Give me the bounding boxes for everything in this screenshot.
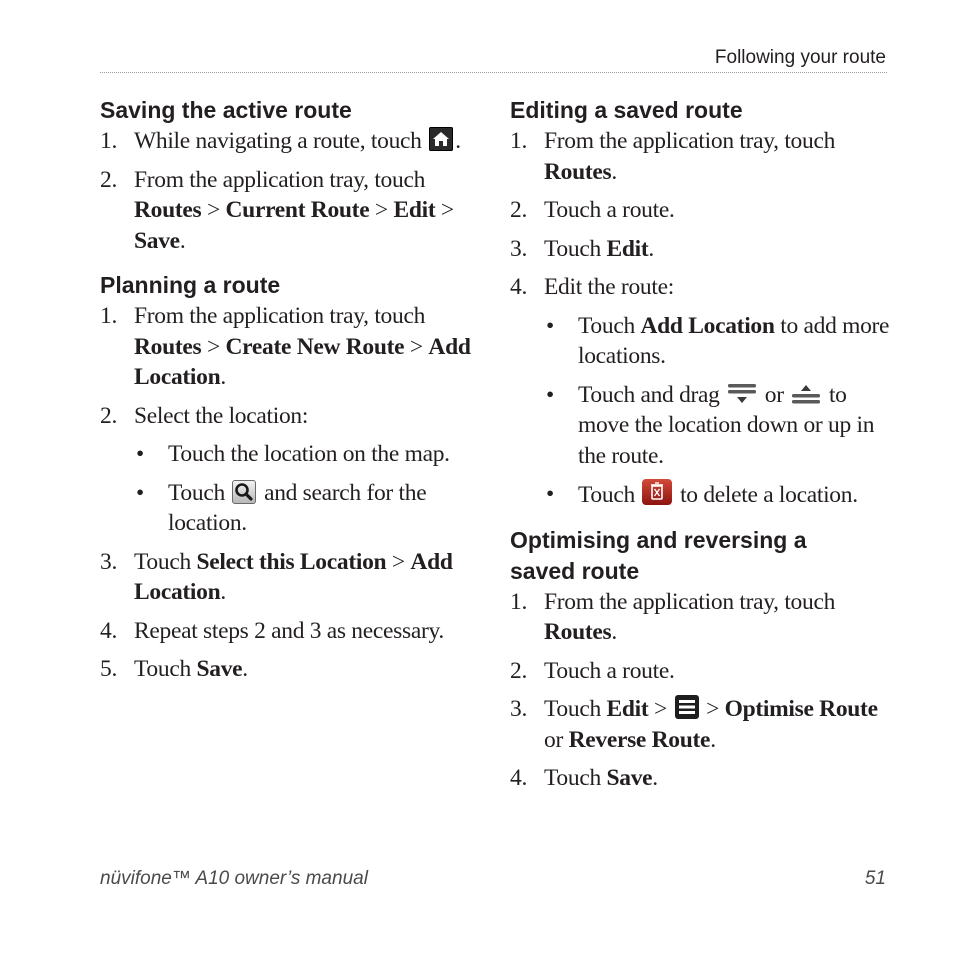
bullet-text: to delete a location. bbox=[680, 482, 858, 508]
page-number: 51 bbox=[864, 868, 886, 889]
step-number: 3. bbox=[100, 548, 118, 575]
step-item bbox=[100, 165, 480, 257]
ui-term: Optimise Route bbox=[724, 696, 878, 722]
separator: > bbox=[369, 197, 394, 223]
ui-term: Add Location bbox=[640, 312, 775, 339]
ui-term: Edit bbox=[606, 696, 649, 722]
punct: . bbox=[710, 726, 716, 753]
step-item bbox=[510, 656, 890, 687]
ui-term: Reverse Route bbox=[568, 726, 711, 753]
step-item bbox=[100, 547, 480, 608]
step-text: From the application tray, touch bbox=[134, 303, 426, 329]
ui-term: Select this Location bbox=[196, 548, 387, 575]
section-title-saving: Saving the active route bbox=[100, 97, 352, 123]
section-title-planning: Planning a route bbox=[100, 272, 281, 298]
step-text: Select the location: bbox=[134, 402, 309, 429]
step-number: 4. bbox=[510, 274, 528, 300]
conjunction: or bbox=[544, 726, 569, 753]
separator: > bbox=[700, 696, 725, 722]
step-item bbox=[510, 272, 890, 511]
step-item bbox=[510, 195, 890, 226]
ui-term: Add Location bbox=[134, 548, 453, 605]
step-number: 3. bbox=[510, 696, 528, 722]
step-number: 4. bbox=[100, 617, 118, 644]
step-text: Touch bbox=[544, 235, 601, 262]
step-number: 1. bbox=[510, 588, 528, 615]
step-number: 2. bbox=[510, 657, 528, 684]
ui-term: Save bbox=[606, 765, 653, 791]
step-text: From the application tray, touch bbox=[544, 128, 836, 154]
header-divider bbox=[100, 72, 887, 73]
punct: . bbox=[648, 235, 654, 262]
step-number: 2. bbox=[100, 166, 118, 193]
step-item bbox=[510, 234, 890, 265]
ui-term: Routes bbox=[544, 619, 612, 645]
ui-term: Edit bbox=[606, 235, 649, 262]
step-text: Touch bbox=[134, 548, 191, 575]
running-header: Following your route bbox=[714, 47, 886, 68]
step-item bbox=[100, 301, 480, 393]
menu-icon bbox=[675, 695, 699, 719]
step-number: 1. bbox=[100, 303, 118, 329]
steps-saving bbox=[100, 126, 480, 256]
step-text: Touch bbox=[134, 656, 191, 682]
move-down-icon bbox=[727, 383, 757, 405]
punct: . bbox=[220, 579, 226, 605]
step-number: 4. bbox=[510, 765, 528, 791]
separator: > bbox=[386, 548, 411, 575]
title-line: Optimising and reversing a bbox=[510, 526, 807, 553]
step-number: 2. bbox=[510, 197, 528, 223]
punct: . bbox=[652, 765, 658, 791]
bullet-item: • Touch and search for the location. bbox=[136, 479, 427, 536]
separator: > bbox=[648, 696, 673, 722]
delete-icon bbox=[642, 479, 672, 505]
punct: . bbox=[455, 128, 461, 154]
search-icon bbox=[232, 480, 256, 504]
step-number: 5. bbox=[100, 656, 118, 682]
ui-term: Add Location bbox=[134, 333, 471, 390]
move-up-icon bbox=[791, 383, 821, 405]
sub-bullets bbox=[544, 311, 890, 511]
punct: . bbox=[611, 619, 617, 645]
punct: . bbox=[220, 364, 226, 390]
punct: . bbox=[611, 158, 617, 185]
ui-term: Current Route bbox=[225, 197, 370, 223]
step-item bbox=[100, 616, 480, 647]
bullet-text: and search for the location. bbox=[168, 479, 427, 536]
bullet-item: • Touch the location on the map. bbox=[136, 441, 450, 467]
right-column bbox=[510, 95, 890, 802]
bullet-text: Touch bbox=[578, 482, 635, 508]
bullet-text: Touch the location on the map. bbox=[168, 441, 450, 467]
ui-term: Create New Route bbox=[225, 333, 405, 360]
ui-term: Routes bbox=[544, 158, 612, 185]
step-item bbox=[100, 126, 480, 157]
bullet-item: • Touch to delete a location. bbox=[546, 481, 858, 508]
bullet-text: or bbox=[764, 381, 784, 408]
step-number: 2. bbox=[100, 402, 118, 429]
ui-term: Edit bbox=[393, 197, 436, 223]
section-title-editing: Editing a saved route bbox=[510, 97, 743, 123]
ui-term: Save bbox=[196, 656, 243, 682]
separator: > bbox=[435, 197, 454, 223]
step-number: 3. bbox=[510, 235, 528, 262]
steps-editing bbox=[510, 126, 890, 511]
bullet-text: to move the location down or up in the route. bbox=[578, 381, 875, 469]
step-number: 1. bbox=[100, 128, 118, 154]
separator: > bbox=[201, 197, 226, 223]
bullet-text: Touch bbox=[578, 312, 635, 339]
step-text: Touch bbox=[544, 765, 601, 791]
ui-term: Routes bbox=[134, 197, 202, 223]
step-text: Touch a route. bbox=[544, 197, 675, 223]
step-text: Touch a route. bbox=[544, 657, 675, 684]
step-text: From the application tray, touch bbox=[544, 588, 836, 615]
steps-optimising bbox=[510, 587, 890, 794]
step-item bbox=[100, 654, 480, 685]
step-number: 1. bbox=[510, 128, 528, 154]
ui-term: Save bbox=[134, 227, 180, 254]
bullet-text: Touch and drag bbox=[578, 381, 720, 408]
bullet-item: • Touch and drag or to move the location down or up in the route. bbox=[546, 381, 875, 469]
step-text: Touch bbox=[544, 696, 601, 722]
step-text: Repeat steps 2 and 3 as necessary. bbox=[134, 617, 444, 644]
step-item bbox=[510, 694, 890, 755]
steps-planning bbox=[100, 301, 480, 685]
bullet-item: • Touch Add Location to add more locations. bbox=[546, 312, 890, 369]
step-item bbox=[510, 763, 890, 794]
sub-bullets bbox=[134, 439, 480, 539]
punct: . bbox=[179, 227, 186, 254]
section-title-optimising bbox=[510, 525, 890, 587]
bullet-text: Touch bbox=[168, 479, 225, 506]
step-text: Edit the route: bbox=[544, 274, 674, 300]
step-item bbox=[100, 401, 480, 539]
home-icon bbox=[429, 127, 453, 151]
left-column bbox=[100, 95, 480, 693]
step-item bbox=[510, 126, 890, 187]
step-item bbox=[510, 587, 890, 648]
step-text: While navigating a route, touch bbox=[134, 128, 422, 154]
title-line: saved route bbox=[510, 557, 640, 584]
bullet-text: to add more locations. bbox=[578, 312, 890, 369]
ui-term: Routes bbox=[134, 333, 202, 360]
step-text: From the application tray, touch bbox=[134, 166, 426, 193]
separator: > bbox=[201, 333, 226, 360]
footer-manual-title: nüvifone™ A10 owner’s manual bbox=[100, 868, 368, 889]
punct: . bbox=[242, 656, 248, 682]
separator: > bbox=[404, 333, 429, 360]
